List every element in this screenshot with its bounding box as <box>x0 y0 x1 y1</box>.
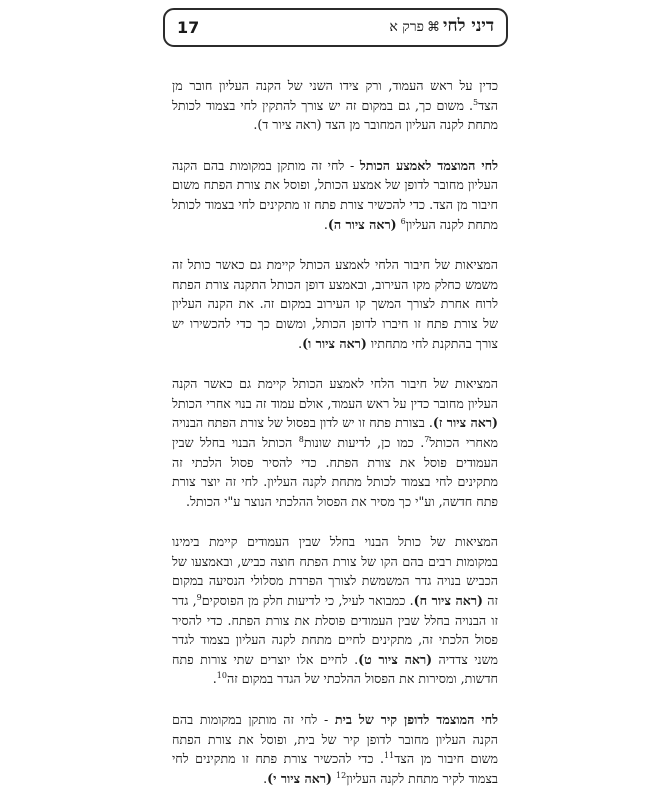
bold-text: (ראה ציור ז) <box>432 415 498 431</box>
text-run: המציאות של חיבור הלחי לאמצע הכותל קיימת גם כאשר כותל זה משמש כחלק מקו העירוב, ובאמצע דופן הכותל התקנה צורת הפתח לרוח אחרת לצורך המשך קו העירוב במקום זה. את הקנה העליון של צורת פתח זו חיברו לדופן הכותל, ומשום כך כדי להכשירו יש צורך בהתקנת לחי מתחתיו <box>172 257 498 351</box>
bold-text: (ראה ציור ט) <box>358 651 433 667</box>
paragraph <box>172 532 498 689</box>
body-text <box>172 76 498 788</box>
paragraph <box>172 374 498 511</box>
footnote-ref: 5 <box>473 97 479 107</box>
text-run: . <box>212 671 217 687</box>
text-run: . <box>298 335 303 351</box>
header-title-group <box>389 16 494 36</box>
page-number: 17 <box>177 18 200 37</box>
bold-text: (ראה ציור י) <box>267 770 332 786</box>
text-run: . כדי להכשיר צורת פתח זו מתקינים לחי בצמוד לקיר מתחת לקנה העליון <box>172 751 498 786</box>
bold-text: (ראה ציור ח) <box>413 593 484 609</box>
bold-text: לחי המוצמד לדופן קיר של בית <box>334 712 498 728</box>
text-run: המציאות של כותל הבנוי בחלל שבין העמודים קיימת בימינו במקומות רבים בהם הקו של צורת הפתח חוצה כביש, ובאמצעו של הכביש בנויה גדר המשמשת לצורך הפרדת מסלולי הנסיעה במקום זה <box>172 534 498 609</box>
footnote-ref: 7 <box>424 434 430 444</box>
text-run: . משום כך, גם במקום זה יש צורך להתקין לחי בצמוד לכותל מתחת לקנה העליון המחובר מן הצד (ראה ציור ד). <box>172 97 498 133</box>
paragraph <box>172 156 498 234</box>
paragraph <box>172 710 498 788</box>
text-run: . כמבואר לעיל, כי לדיעות חלק מן הפוסקים <box>201 593 414 609</box>
footnote-ref: 10 <box>216 671 227 681</box>
text-run: . בצורת פתח זו יש לדון בפסול של צורת הפתח הבנויה מאחרי הכותל <box>172 415 498 450</box>
bold-text: (ראה ציור ו) <box>302 335 367 351</box>
text-run: הכותל הבנוי בחלל שבין העמודים פוסל את צורת הפתח. כדי להסיר פסול הלכתי זה מתקינים לחי בצמוד לכותל מתחת לקנה העליון. לחי זה יוצר צורת פתח חדשה, וע"י כך מסיר את הפסול ההלכתי הנוצר ע"י הכותל. <box>172 434 498 509</box>
bold-text: (ראה ציור ה) <box>327 216 397 232</box>
paragraph <box>172 76 498 135</box>
footnote-ref: 11 <box>384 751 395 761</box>
text-run: - לחי זה מותקן במקומות בהם הקנה העליון מחובר לדופן קיר של בית, ופוסל את צורת הפתח משום חיבור מן הצד <box>172 712 498 767</box>
footnote-ref: 8 <box>298 434 304 444</box>
running-header <box>163 8 508 47</box>
text-run: . לחיים אלו יוצרים שתי צורות פתח חדשות, ומסירות את הפסול ההלכתי של הגדר במקום זה <box>172 651 498 687</box>
header-title: דיני לחי <box>442 16 494 36</box>
paragraph <box>172 255 498 353</box>
text-run: המציאות של חיבור הלחי לאמצע הכותל קיימת גם כאשר הקנה העליון מחובר כדין על ראש העמוד, אולם עמוד זה בנוי אחרי הכותל <box>172 376 498 411</box>
header-chapter: פרק א <box>389 19 424 35</box>
text-run: כדין על ראש העמוד, ורק צידו השני של הקנה העליון חובר מן הצד <box>172 78 498 113</box>
text-run: . כמו כן, לדיעות שונות <box>303 434 425 450</box>
footnote-ref: 9 <box>196 593 202 603</box>
text-run: . <box>323 216 328 232</box>
text-run: . <box>263 770 268 786</box>
text-run: - לחי זה מותקן במקומות בהם הקנה העליון מחובר לדופן של אמצע הכותל, ופוסל את צורת הפתח משום חיבור מן הצד. כדי להכשיר צורת פתח זו מתקינים לחי בצמוד לכותל מתחת לקנה העליון <box>172 157 498 232</box>
text-run: , גדר זו הבנויה בחלל שבין העמודים פוסלת את צורת הפתח. כדי להסיר פסול הלכתי זה, מתקינים לחיים מתחת לקנה העליון בצמוד לגדר משני צדדיה <box>172 593 499 667</box>
footnote-ref: 12 <box>336 770 347 780</box>
footnote-ref: 6 <box>400 216 406 226</box>
bold-text: לחי המוצמד לאמצע הכותל <box>359 157 498 173</box>
header-separator-icon: ⌘ <box>426 20 440 35</box>
